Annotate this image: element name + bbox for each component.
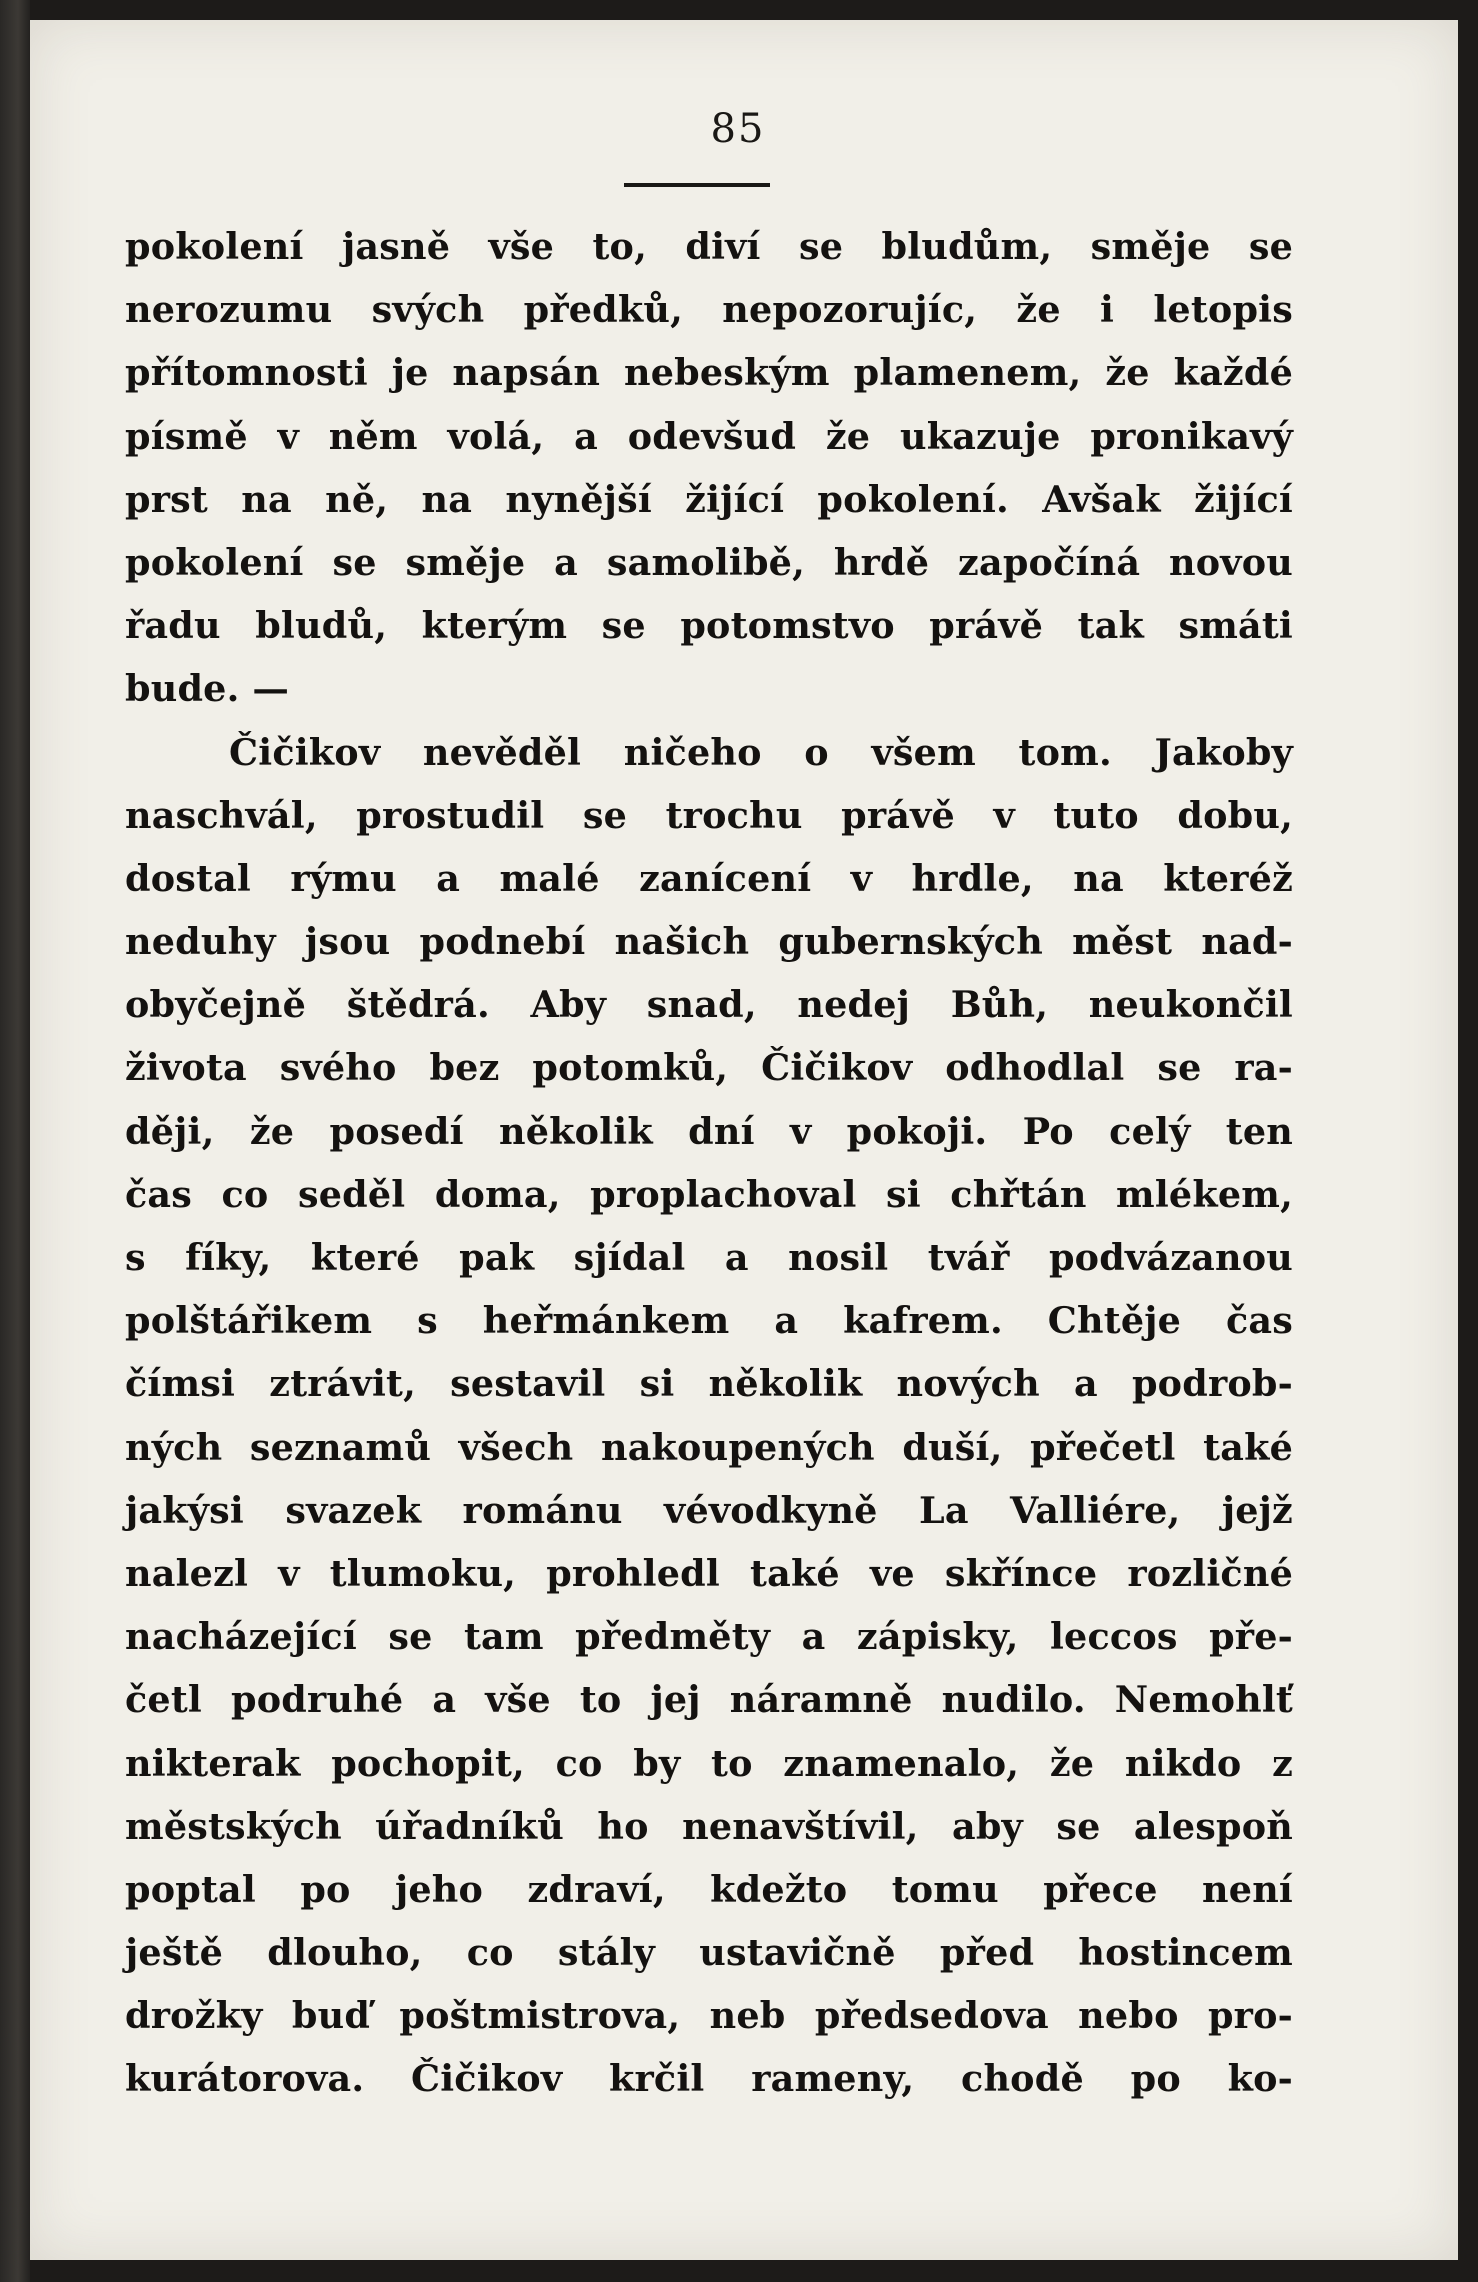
text-line: jakýsi svazek románu vévodkyně La Valliére, jejž (125, 1488, 1293, 1532)
text-line: ději, že posedí několik dní v pokoji. Po celý ten (125, 1109, 1293, 1153)
text-line: života svého bez potomků, Čičikov odhodlal se ra- (125, 1046, 1293, 1090)
binding-edge (0, 0, 30, 2282)
text-line: písmě v něm volá, a odevšud že ukazuje pronikavý (125, 414, 1293, 458)
text-line: polštářikem s heřmánkem a kafrem. Chtěje čas (125, 1299, 1293, 1343)
text-line: neduhy jsou podnebí našich gubernských měst nad- (125, 920, 1293, 964)
text-line: nikterak pochopit, co by to znamenalo, že nikdo z (125, 1741, 1293, 1785)
text-line: četl podruhé a vše to jej náramně nudilo. Nemohlť (125, 1678, 1293, 1722)
text-line: bude. — (125, 667, 290, 711)
body-text (125, 215, 1293, 2111)
text-line: nalezl v tlumoku, prohledl také ve skřínce rozličné (125, 1551, 1293, 1595)
text-line: přítomnosti je napsán nebeským plamenem, že každé (125, 351, 1293, 395)
text-line: Čičikov nevěděl ničeho o všem tom. Jakoby (229, 730, 1293, 774)
text-line: dostal rýmu a malé zanícení v hrdle, na kteréž (125, 856, 1293, 900)
text-line: s fíky, které pak sjídal a nosil tvář podvázanou (125, 1236, 1293, 1279)
text-line: pokolení se směje a samolibě, hrdě započíná novou (125, 540, 1293, 584)
text-line: obyčejně štědrá. Aby snad, nedej Bůh, neukončil (125, 983, 1293, 1027)
text-line: drožky buď poštmistrova, neb předsedova nebo pro- (125, 1994, 1293, 2038)
text-line: pokolení jasně vše to, diví se bludům, směje se (125, 225, 1293, 268)
text-line: ných seznamů všech nakoupených duší, přečetl také (125, 1425, 1293, 1469)
header-rule (624, 183, 770, 187)
text-line: městských úřadníků ho nenavštívil, aby se alespoň (125, 1804, 1293, 1848)
page-number: 85 (710, 106, 766, 152)
text-line: řadu bludů, kterým se potomstvo právě tak smáti (125, 604, 1293, 648)
text-line: naschvál, prostudil se trochu právě v tuto dobu, (125, 793, 1293, 837)
text-line: nacházející se tam předměty a zápisky, leccos pře- (125, 1615, 1293, 1659)
text-line: poptal po jeho zdraví, kdežto tomu přece není (125, 1867, 1293, 1911)
text-line: čas co seděl doma, proplachoval si chřtán mlékem, (125, 1172, 1293, 1216)
text-line: kurátorova. Čičikov krčil rameny, chodě po ko- (125, 2057, 1293, 2101)
text-line: čímsi ztrávit, sestavil si několik nových a podrob- (125, 1362, 1293, 1406)
text-line: prst na ně, na nynější žijící pokolení. Avšak žijící (125, 477, 1293, 521)
text-line: ještě dlouho, co stály ustavičně před hostincem (125, 1931, 1293, 1975)
text-line: nerozumu svých předků, nepozorujíc, že i letopis (125, 288, 1293, 332)
